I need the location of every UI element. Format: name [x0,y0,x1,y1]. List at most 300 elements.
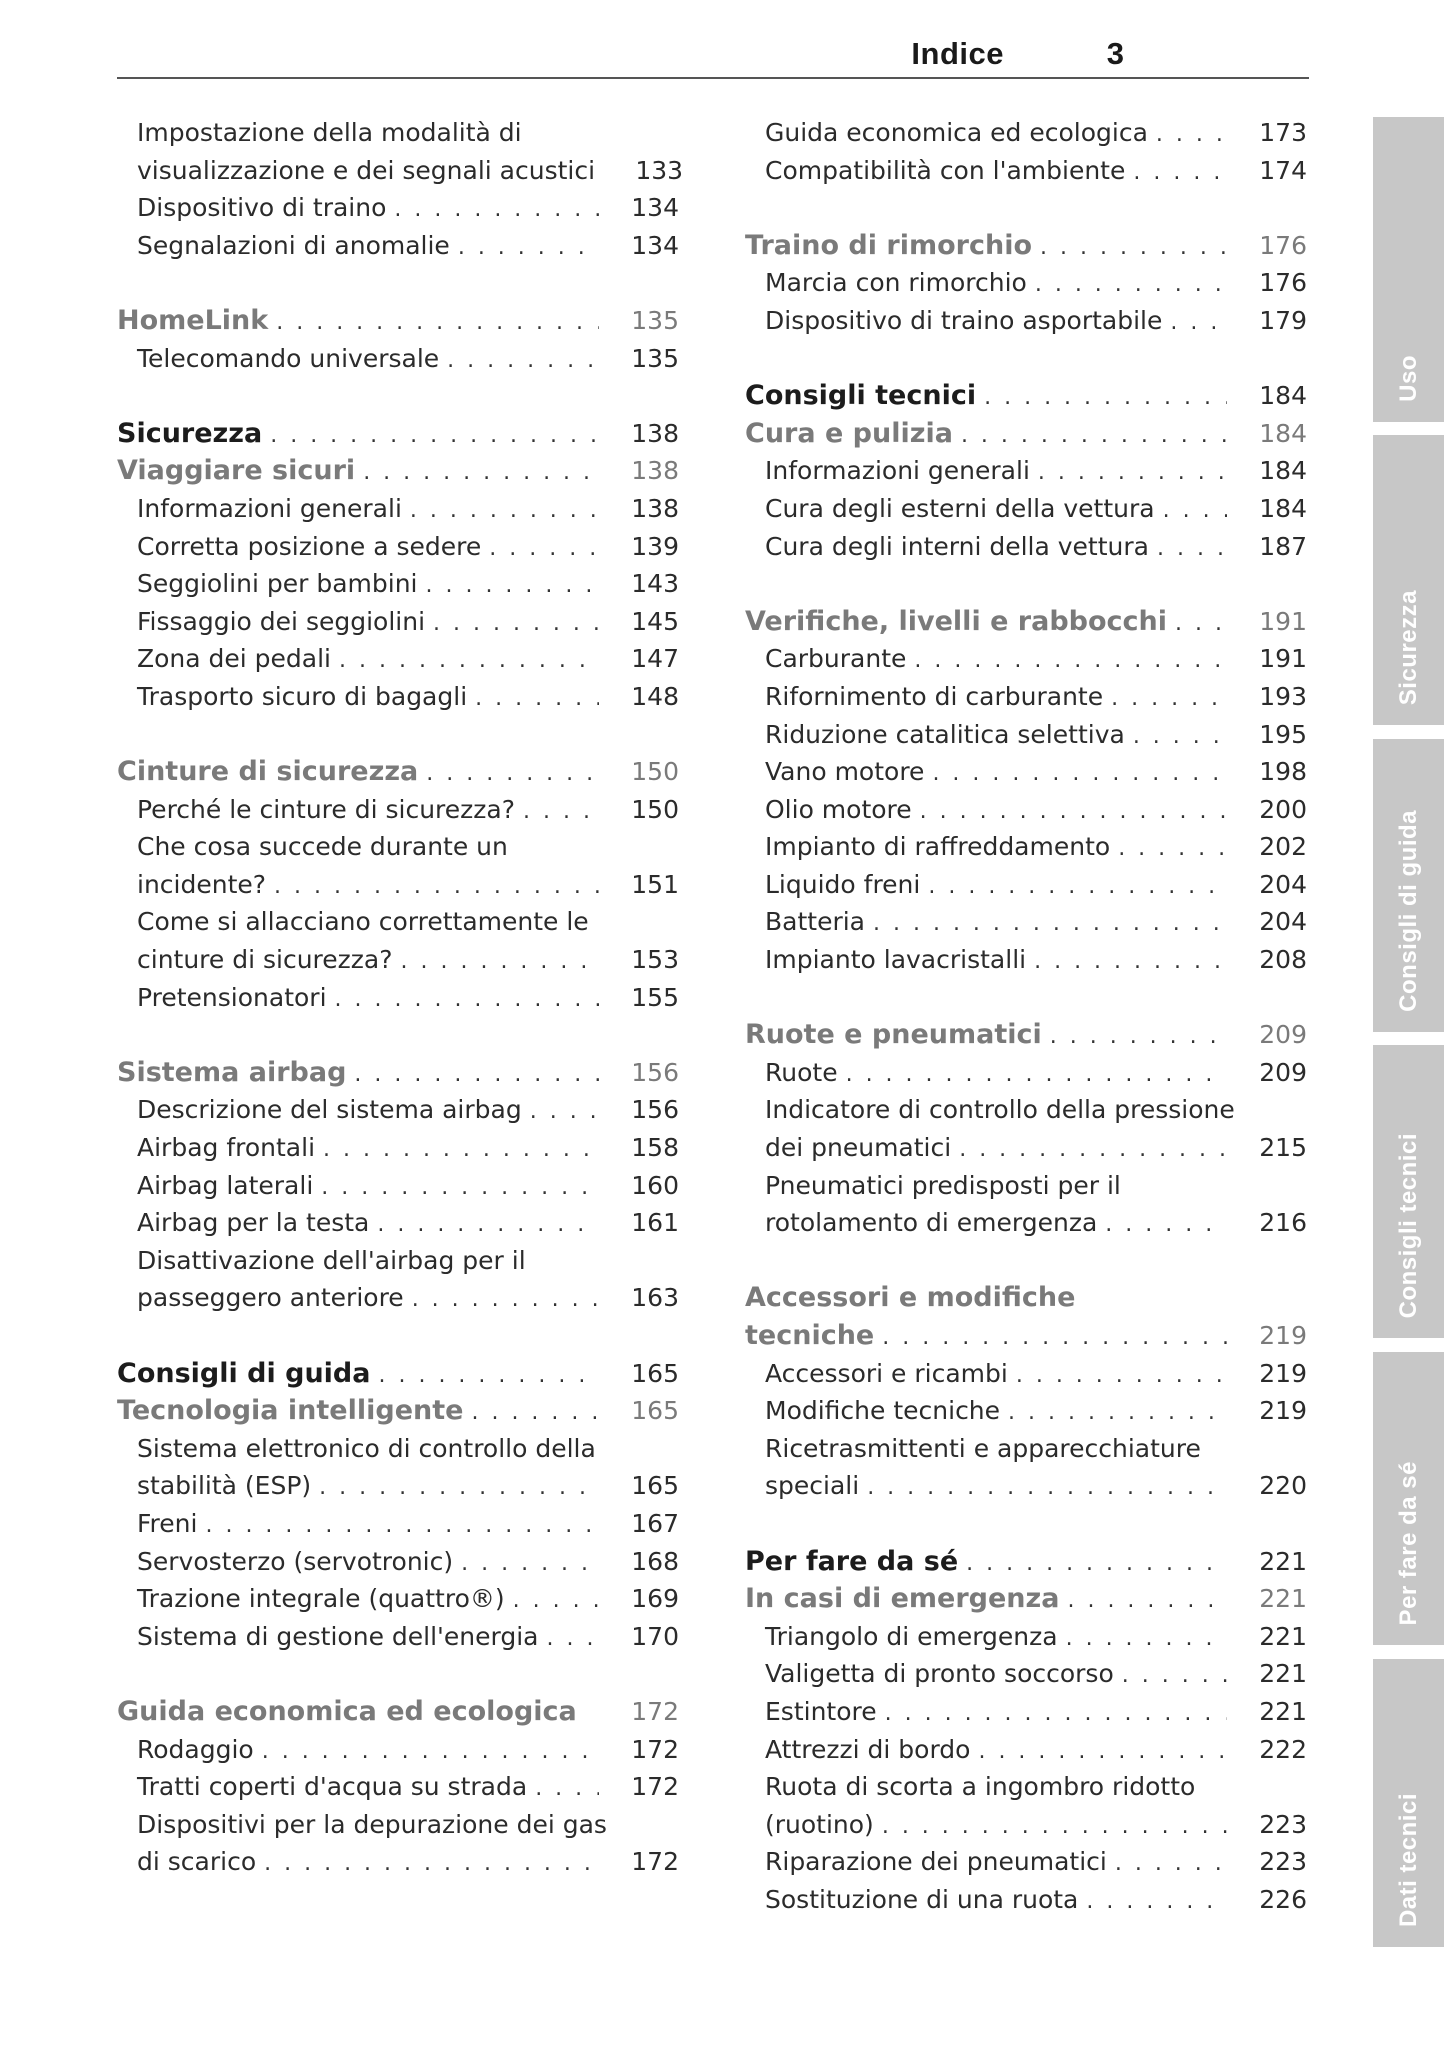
toc-entry-title: cinture di sicurezza? [137,945,393,975]
toc-entry-title: visualizzazione e dei segnali acustici [137,155,596,185]
toc-leader-dots [882,1808,1227,1846]
toc-section-heading[interactable] [117,452,679,490]
page-title: Indice [911,36,1004,71]
toc-entry[interactable] [117,791,679,829]
toc-entry[interactable] [117,340,679,378]
toc-entry-title: Triangolo di emergenza [765,1621,1058,1651]
toc-entry[interactable] [745,753,1307,791]
toc-entry[interactable] [745,678,1307,716]
toc-entry[interactable] [745,1204,1307,1242]
toc-leader-dots [425,567,599,605]
toc-leader-dots [475,680,599,718]
toc-page-number: 174 [1259,155,1307,185]
toc-page-number: 143 [631,569,679,599]
toc-entry-title: Informazioni generali [137,493,402,523]
toc-page-number: 138 [631,493,679,523]
toc-page-number: 187 [1259,531,1307,561]
toc-entry-title: Dispositivi per la depurazione dei gas [137,1809,607,1839]
section-tab-per-fare-da-se[interactable]: Per fare da sé [1373,1352,1444,1645]
toc-entry-title: Sistema di gestione dell'energia [137,1621,539,1651]
toc-entry-title: In casi di emergenza [745,1583,1060,1615]
toc-page-number: 156 [631,1057,679,1087]
toc-entry-title: Perché le cinture di sicurezza? [137,794,515,824]
toc-entry[interactable] [117,1167,679,1205]
toc-page-number: 170 [631,1621,679,1651]
toc-page-number: 172 [631,1696,679,1726]
toc-section-heading[interactable] [117,753,679,791]
toc-entry[interactable] [745,941,1307,979]
section-tabs [1373,117,1444,1947]
toc-leader-dots [270,417,599,455]
toc-entry[interactable] [745,716,1307,754]
toc-leader-dots [378,1357,599,1395]
toc-spacer [745,189,1307,227]
toc-leader-dots [1066,1620,1227,1658]
toc-leader-dots [1157,530,1227,568]
toc-spacer [745,565,1307,603]
toc-section-heading[interactable] [117,1054,679,1092]
toc-entry[interactable] [117,941,679,979]
toc-page-number: 193 [1259,681,1307,711]
toc-leader-dots [363,454,599,492]
toc-entry [745,1091,1307,1129]
toc-page-number: 138 [631,456,679,486]
toc-entry[interactable] [117,603,679,641]
toc-page-number: 221 [1259,1584,1307,1614]
toc-leader-dots [339,642,599,680]
toc-entry-title: Dispositivo di traino asportabile [765,305,1163,335]
toc-left-column [117,114,684,1881]
toc-page-number: 208 [1259,945,1307,975]
page-number: 3 [1106,36,1124,71]
toc-entry-title: Tecnologia intelligente [117,1395,464,1427]
toc-entry-title: Impianto lavacristalli [765,945,1027,975]
toc-entry-title: Ricetrasmittenti e apparecchiature [765,1433,1201,1463]
toc-page-number: 147 [631,644,679,674]
toc-entry-title: Che cosa succede durante un [137,832,508,862]
toc-entry [117,828,679,866]
toc-entry-title: Tratti coperti d'acqua su strada [137,1772,528,1802]
toc-entry[interactable] [745,1806,1307,1844]
toc-page-number: 204 [1259,869,1307,899]
toc-leader-dots [471,1394,599,1432]
toc-leader-dots [513,1582,599,1620]
toc-entry-title: Indicatore di controllo della pressione [765,1095,1235,1125]
toc-page-number: 184 [1259,456,1307,486]
toc-entry-title: Ruote e pneumatici [745,1019,1042,1051]
section-tab-uso[interactable]: Uso [1373,117,1444,422]
toc-page-number: 148 [631,681,679,711]
toc-leader-dots [447,342,599,380]
toc-page-number: 151 [631,869,679,899]
toc-section-heading [745,1279,1307,1317]
toc-section-heading[interactable] [745,1016,1307,1054]
toc-entry[interactable] [117,1467,679,1505]
toc-page-number: 209 [1259,1057,1307,1087]
toc-leader-dots [846,1056,1227,1094]
toc-entry-title: dei pneumatici [765,1133,952,1163]
toc-leader-dots [882,1319,1227,1357]
toc-entry-title: Viaggiare sicuri [117,455,356,487]
toc-page-number: 172 [631,1847,679,1877]
toc-leader-dots [377,1206,599,1244]
toc-leader-dots [1175,605,1227,643]
toc-entry-title: Consigli tecnici [745,380,977,412]
toc-spacer [117,264,679,302]
toc-leader-dots [1118,830,1227,868]
toc-entry[interactable] [117,1091,679,1129]
toc-section-heading[interactable] [117,415,679,453]
toc-section-heading[interactable] [117,1392,679,1430]
toc-section-heading[interactable] [745,603,1307,641]
toc-entry-title: stabilità (ESP) [137,1471,312,1501]
toc-page-number: 220 [1259,1471,1307,1501]
toc-entry[interactable] [745,302,1307,340]
toc-section-heading[interactable] [745,1580,1307,1618]
toc-entry[interactable] [745,490,1307,528]
toc-section-heading[interactable] [117,1693,679,1731]
toc-entry-title: speciali [765,1471,860,1501]
toc-leader-dots [1156,116,1227,154]
toc-entry-title: Guida economica ed ecologica [765,118,1148,147]
toc-page-number: 176 [1259,268,1307,298]
toc-entry[interactable] [117,189,679,227]
toc-page-number: 221 [1259,1696,1307,1726]
toc-spacer [117,1317,679,1355]
toc-entry-title: Seggiolini per bambini [137,569,418,599]
toc-entry[interactable] [745,152,1307,190]
toc-leader-dots [978,1733,1227,1771]
toc-leader-dots [489,530,599,568]
toc-entry-title: Marcia con rimorchio [765,268,1027,298]
toc-leader-dots [458,229,599,267]
toc-page-number: 173 [1259,118,1307,147]
toc-page-number: 219 [1259,1358,1307,1388]
toc-entry-title: Corretta posizione a sedere [137,531,482,561]
toc-page-number: 165 [631,1396,679,1426]
toc-entry-title: Riduzione catalitica selettiva [765,719,1125,749]
toc-page-number: 156 [631,1095,679,1125]
toc-entry[interactable] [117,866,679,904]
toc-entry-title: Estintore [765,1696,877,1726]
toc-leader-dots [1163,492,1227,530]
toc-page-number: 200 [1259,794,1307,824]
toc-page-number: 135 [631,343,679,373]
toc-entry-title: Informazioni generali [765,456,1030,486]
toc-entry[interactable] [745,1129,1307,1167]
toc-leader-dots [335,981,599,1019]
toc-entry[interactable] [117,979,679,1017]
toc-right-column [745,114,1307,1919]
toc-spacer [117,1016,679,1054]
toc-entry[interactable] [745,866,1307,904]
section-tab-dati-tecnici[interactable]: Dati tecnici [1373,1659,1444,1947]
toc-page-number: 222 [1259,1734,1307,1764]
toc-entry-title: Servosterzo (servotronic) [137,1546,454,1576]
toc-entry[interactable] [745,1618,1307,1656]
toc-entry-title: Accessori e ricambi [765,1358,1008,1388]
toc-leader-dots [928,868,1227,906]
toc-leader-dots [966,1545,1227,1583]
toc-entry[interactable] [117,640,679,678]
toc-entry[interactable] [117,1279,679,1317]
toc-page-number: 184 [1259,381,1307,411]
toc-page-number: 161 [631,1208,679,1238]
toc-leader-dots [426,755,599,793]
toc-leader-dots [984,379,1227,417]
toc-entry-title: Disattivazione dell'airbag per il [137,1245,526,1275]
toc-entry-title: Telecomando universale [137,343,440,373]
toc-leader-dots [867,1469,1227,1507]
toc-entry[interactable] [745,1731,1307,1769]
toc-entry[interactable] [117,528,679,566]
toc-entry[interactable] [117,1580,679,1618]
toc-page-number: 168 [631,1546,679,1576]
toc-entry[interactable] [117,490,679,528]
toc-entry[interactable] [117,1505,679,1543]
toc-leader-dots [547,1620,600,1658]
toc-page-number: 226 [1259,1884,1307,1914]
toc-leader-dots [394,191,599,229]
toc-entry [745,1768,1307,1806]
toc-section-heading[interactable] [745,1317,1307,1355]
toc-page-number: 145 [631,606,679,636]
toc-entry-title: Airbag per la testa [137,1208,370,1238]
toc-entry-title: Pneumatici predisposti per il [765,1170,1121,1200]
toc-entry[interactable] [745,791,1307,829]
toc-leader-dots [274,868,599,906]
toc-entry[interactable] [117,565,679,603]
toc-entry[interactable] [745,452,1307,490]
toc-entry-title: Sicurezza [117,417,263,449]
toc-entry-title: HomeLink [117,304,269,336]
toc-entry-title: Verifiche, livelli e rabbocchi [745,605,1168,637]
toc-entry[interactable] [117,1543,679,1581]
toc-leader-dots [920,793,1227,831]
toc-page-number: 153 [631,945,679,975]
toc-entry[interactable] [117,152,684,190]
toc-leader-dots [1050,1018,1227,1056]
toc-page-number: 215 [1259,1133,1307,1163]
toc-leader-dots [1067,1582,1227,1620]
toc-leader-dots [1016,1357,1227,1395]
toc-leader-dots [1170,304,1227,342]
toc-entry[interactable] [745,828,1307,866]
toc-entry[interactable] [745,1355,1307,1393]
toc-entry[interactable] [745,1693,1307,1731]
toc-entry-title: incidente? [137,869,267,899]
toc-section-heading[interactable] [117,302,679,340]
toc-entry-title: Compatibilità con l'ambiente [765,155,1126,185]
toc-leader-dots [932,755,1227,793]
toc-spacer [117,1655,679,1693]
toc-page-number: 165 [631,1471,679,1501]
toc-page-number: 176 [1259,230,1307,260]
toc-leader-dots [354,1056,599,1094]
toc-leader-dots [885,1695,1227,1733]
toc-page-number: 160 [631,1170,679,1200]
toc-entry[interactable] [745,903,1307,941]
toc-entry[interactable] [745,1655,1307,1693]
toc-entry-title: Vano motore [765,757,925,787]
toc-entry-title: Liquido freni [765,869,921,899]
toc-entry-title: Guida economica ed ecologica [117,1695,577,1727]
toc-leader-dots [1105,1206,1227,1244]
toc-spacer [745,1242,1307,1280]
toc-page-number: 155 [631,982,679,1012]
toc-entry[interactable] [745,1392,1307,1430]
toc-entry-title: Airbag frontali [137,1133,316,1163]
toc-page-number: 184 [1259,493,1307,523]
toc-page-number: 172 [631,1772,679,1802]
toc-entry[interactable] [745,640,1307,678]
toc-leader-dots [461,1545,599,1583]
toc-entry-title: Valigetta di pronto soccorso [765,1659,1114,1689]
toc-page-number: 172 [631,1734,679,1764]
toc-leader-dots [262,1733,599,1771]
toc-section-heading[interactable] [745,1543,1307,1581]
toc-page-number: 191 [1259,644,1307,674]
toc-entry-title: Ruote [765,1057,838,1087]
toc-entry-title: Come si allacciano correttamente le [137,907,589,937]
toc-entry-title: tecniche [745,1320,875,1351]
toc-leader-dots [1111,680,1227,718]
toc-leader-dots [1133,718,1227,756]
toc-leader-dots [1086,1883,1227,1921]
toc-leader-dots [1035,266,1227,304]
toc-page-number: 150 [631,794,679,824]
toc-page-number: 135 [631,305,679,335]
toc-leader-dots [959,1131,1227,1169]
toc-section-heading[interactable] [745,377,1307,415]
toc-section-heading[interactable] [745,227,1307,265]
toc-entry-title: Attrezzi di bordo [765,1734,971,1764]
toc-leader-dots [401,943,599,981]
toc-entry-title: Batteria [765,907,865,937]
toc-entry-title: Cura degli interni della vettura [765,531,1149,561]
toc-entry [117,1806,679,1844]
toc-entry-title: Impianto di raffreddamento [765,832,1111,862]
toc-leader-dots [319,1469,599,1507]
toc-page-number: 169 [631,1584,679,1614]
toc-entry-title: Impostazione della modalità di [137,118,522,147]
toc-page-number: 221 [1259,1659,1307,1689]
toc-entry-title: Pretensionatori [137,982,327,1012]
toc-page-number: 216 [1259,1208,1307,1238]
toc-leader-dots [410,492,599,530]
toc-leader-dots [433,605,599,643]
toc-entry-title: Cinture di sicurezza [117,756,419,788]
section-tab-sicurezza[interactable]: Sicurezza [1373,435,1444,725]
toc-section-heading[interactable] [745,415,1307,453]
toc-page-number: 163 [631,1283,679,1313]
toc-entry-title: Sostituzione di una ruota [765,1884,1079,1914]
toc-entry[interactable] [745,1467,1307,1505]
toc-page-number: 133 [635,155,684,185]
toc-page-number: 223 [1259,1809,1307,1839]
toc-page-number: 158 [631,1133,679,1163]
toc-page-number: 184 [1259,418,1307,448]
toc-entry [745,1430,1307,1468]
toc-entry[interactable] [745,1881,1307,1919]
toc-leader-dots [535,1770,599,1808]
toc-entry[interactable] [117,1129,679,1167]
toc-entry[interactable] [745,528,1307,566]
toc-entry[interactable] [117,1731,679,1769]
toc-spacer [117,377,679,415]
toc-leader-dots [1038,454,1227,492]
toc-entry [117,1242,679,1280]
toc-entry [745,1167,1307,1205]
toc-entry-title: Sistema airbag [117,1056,347,1088]
toc-leader-dots [1008,1394,1227,1432]
toc-leader-dots [321,1169,599,1207]
toc-page-number: 202 [1259,832,1307,862]
toc-entry-title: Carburante [765,644,907,674]
toc-leader-dots [1115,1845,1227,1883]
toc-leader-dots [961,417,1227,455]
toc-entry[interactable] [117,1768,679,1806]
toc-entry-title: Descrizione del sistema airbag [137,1095,522,1125]
toc-page-number: 134 [631,230,679,260]
header-divider [117,77,1309,79]
toc-entry-title: rotolamento di emergenza [765,1208,1098,1238]
toc-entry-title: Airbag laterali [137,1170,314,1200]
toc-leader-dots [914,642,1227,680]
toc-entry-title: Rifornimento di carburante [765,681,1104,711]
toc-entry[interactable] [117,1618,679,1656]
toc-entry[interactable] [117,227,679,265]
toc-entry-title: Trasporto sicuro di bagagli [137,681,468,711]
toc-entry[interactable] [117,1204,679,1242]
section-tab-consigli-tecnici[interactable]: Consigli tecnici [1373,1045,1444,1338]
toc-entry-title: Fissaggio dei seggiolini [137,606,426,636]
toc-page-number: 139 [631,531,679,561]
toc-page-number: 223 [1259,1847,1307,1877]
toc-entry[interactable] [117,678,679,716]
toc-page-number: 198 [1259,757,1307,787]
toc-page-number: 219 [1259,1321,1307,1350]
toc-entry-title: Sistema elettronico di controllo della [137,1433,596,1463]
toc-leader-dots [1034,943,1227,981]
toc-spacer [745,1505,1307,1543]
toc-page-number: 138 [631,418,679,448]
toc-entry-title: Per fare da sé [745,1545,959,1577]
toc-entry[interactable] [745,264,1307,302]
section-tab-consigli-di-guida[interactable]: Consigli di guida [1373,739,1444,1032]
toc-page-number: 191 [1259,606,1307,636]
toc-entry-title: passeggero anteriore [137,1283,404,1313]
toc-page-number: 221 [1259,1546,1307,1576]
toc-entry-title: Cura degli esterni della vettura [765,493,1155,523]
toc-entry[interactable] [745,1054,1307,1092]
toc-section-heading[interactable] [117,1355,679,1393]
toc-entry [117,114,679,152]
toc-leader-dots [323,1131,599,1169]
toc-entry-title: Olio motore [765,794,912,824]
toc-entry [117,903,679,941]
toc-leader-dots [276,304,599,342]
toc-entry[interactable] [745,1843,1307,1881]
toc-entry-title: Riparazione dei pneumatici [765,1847,1107,1877]
toc-entry-title: di scarico [137,1847,257,1877]
toc-entry[interactable] [745,114,1307,152]
toc-leader-dots [1040,229,1227,267]
toc-spacer [745,979,1307,1017]
toc-leader-dots [523,793,599,831]
toc-entry[interactable] [117,1843,679,1881]
toc-page-number: 221 [1259,1621,1307,1651]
